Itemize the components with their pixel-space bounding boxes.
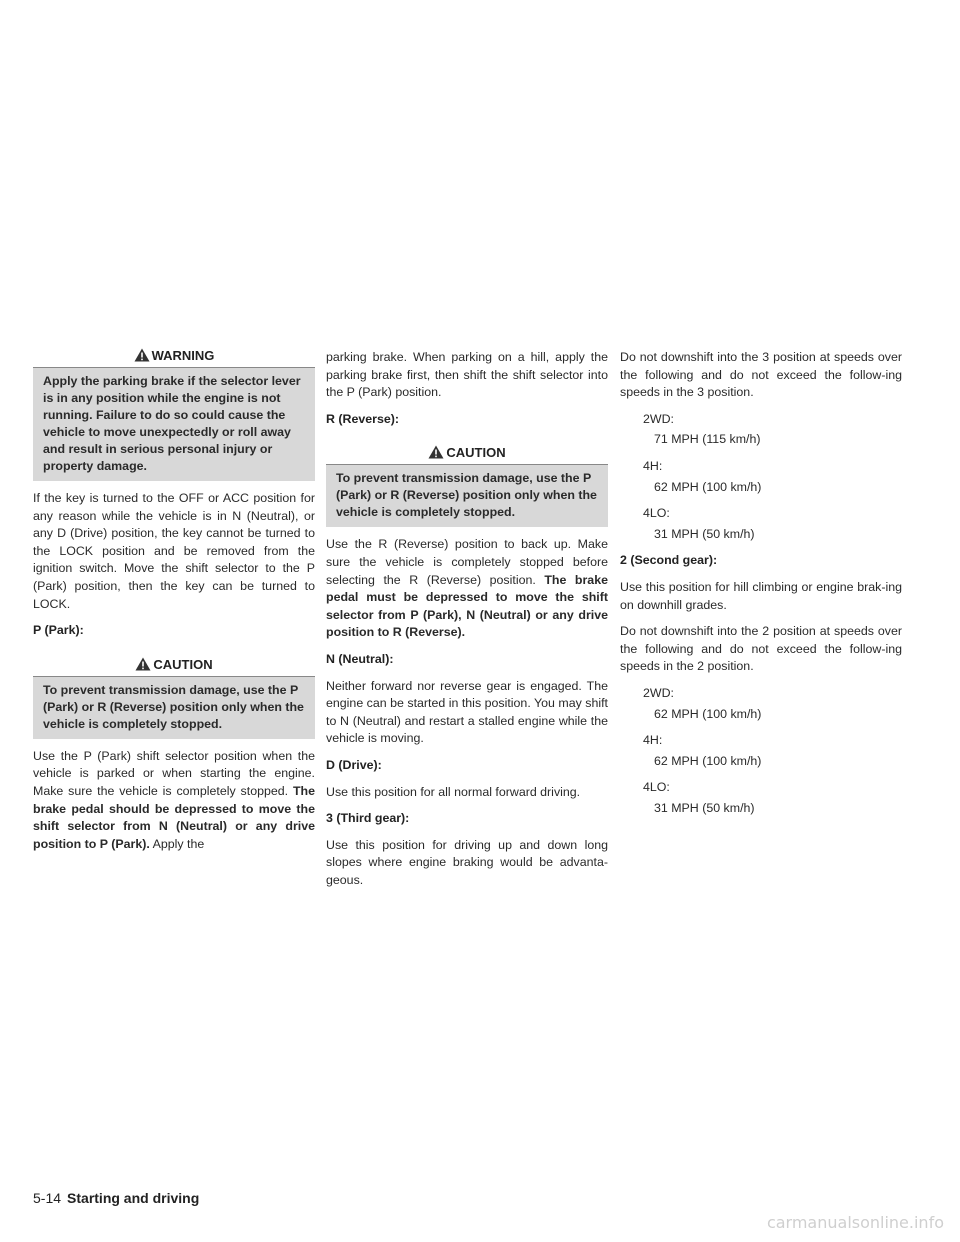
key-position-paragraph: If the key is turned to the OFF or ACC position for any reason while the vehicle is in N (Neutral), or any D (Drive) position, the key cannot be turned to the LOCK position and be removed from the ignition switch. Move the shift selector to the P (Park) position, then the key can be turned to LOCK. — [33, 491, 315, 611]
speed-label: 4H: — [643, 458, 663, 473]
speed-value: 31 MPH (50 km/h) — [654, 526, 755, 541]
caution-text: To prevent transmission damage, use the P (Park) or R (Reverse) position only when the vehicle is completely stopped. — [33, 676, 315, 739]
speed-value: 31 MPH (50 km/h) — [654, 800, 755, 815]
page-number: 5-14 — [33, 1190, 62, 1206]
caution-header — [326, 442, 608, 464]
reverse-bold-text: The brake pedal must be depressed to move the shift selector from P (Park), N (Neutral) or any drive position to R (Reverse). — [326, 572, 608, 640]
reverse-text: Use the R (Reverse) position to back up. Make sure the vehicle is completely stopped before selecting the R (Reverse) position. — [326, 537, 608, 587]
page-footer — [33, 1190, 199, 1206]
neutral-paragraph: Neither forward nor reverse gear is engaged. The engine can be started in this position. You may shift to N (Neutral) and restart a stalled engine while the vehicle is moving. — [326, 678, 608, 746]
caution-triangle-icon — [428, 445, 444, 459]
speed-label: 4LO: — [643, 506, 670, 521]
caution-triangle-icon — [135, 657, 151, 671]
caution-box-reverse — [326, 442, 608, 527]
neutral-heading: N (Neutral): — [326, 651, 394, 666]
caution-title: CAUTION — [153, 656, 213, 672]
second-gear-paragraph: Use this position for hill climbing or engine brak-ing on downhill grades. — [620, 579, 902, 612]
warning-header — [33, 345, 315, 367]
speed-value: 71 MPH (115 km/h) — [654, 432, 761, 447]
column-3 — [620, 349, 902, 826]
reverse-paragraph — [326, 536, 608, 642]
park-tail-text: Apply the — [152, 836, 205, 851]
speed-value: 62 MPH (100 km/h) — [654, 706, 762, 721]
speed-label: 2WD: — [643, 685, 674, 700]
column-1 — [33, 345, 315, 862]
speed-label: 2WD: — [643, 411, 674, 426]
column-2 — [326, 349, 608, 898]
warning-text: Apply the parking brake if the selector lever is in any position while the engine is not running. Failure to do so could cause the vehicle to move unexpectedly or roll away and result in serious personal injury or property damage. — [33, 367, 315, 481]
caution-box-park — [33, 654, 315, 739]
speed-label: 4H: — [643, 733, 663, 748]
caution-header — [33, 654, 315, 676]
second-gear-speed-list — [620, 685, 902, 818]
second-gear-heading: 2 (Second gear): — [620, 553, 718, 568]
drive-paragraph: Use this position for all normal forward driving. — [326, 784, 581, 799]
caution-title: CAUTION — [446, 445, 506, 461]
speed-label: 4LO: — [643, 780, 670, 795]
park-heading: P (Park): — [33, 623, 84, 638]
reverse-heading: R (Reverse): — [326, 411, 399, 426]
warning-triangle-icon — [134, 348, 150, 362]
park-text: Use the P (Park) shift selector position when the vehicle is parked or when starting the engine. Make sure the vehicle is completely stopped. — [33, 748, 315, 798]
park-continued-paragraph: parking brake. When parking on a hill, apply the parking brake first, then shift the shift selector into the P (Park) position. — [326, 350, 608, 400]
third-gear-limit-paragraph: Do not downshift into the 3 position at speeds over the following and do not exceed the follow-ing speeds in the 3 position. — [620, 350, 902, 400]
third-gear-speed-list — [620, 411, 902, 544]
third-gear-heading: 3 (Third gear): — [326, 811, 410, 826]
warning-box — [33, 345, 315, 481]
third-gear-paragraph: Use this position for driving up and down long slopes where engine braking would be advanta-geous. — [326, 837, 608, 887]
warning-title: WARNING — [151, 348, 215, 363]
watermark-text: carmanualsonline.info — [766, 1213, 944, 1232]
chapter-title: Starting and driving — [67, 1190, 200, 1206]
caution-text: To prevent transmission damage, use the P (Park) or R (Reverse) position only when the vehicle is completely stopped. — [326, 464, 608, 527]
second-gear-limit-paragraph: Do not downshift into the 2 position at speeds over the following and do not exceed the follow-ing speeds in the 2 position. — [620, 624, 902, 674]
speed-value: 62 MPH (100 km/h) — [654, 753, 762, 768]
park-paragraph — [33, 748, 315, 854]
drive-heading: D (Drive): — [326, 757, 382, 772]
park-bold-text: The brake pedal should be depressed to move the shift selector from N (Neutral) or any drive position to P (Park). — [33, 783, 315, 851]
speed-value: 62 MPH (100 km/h) — [654, 479, 762, 494]
